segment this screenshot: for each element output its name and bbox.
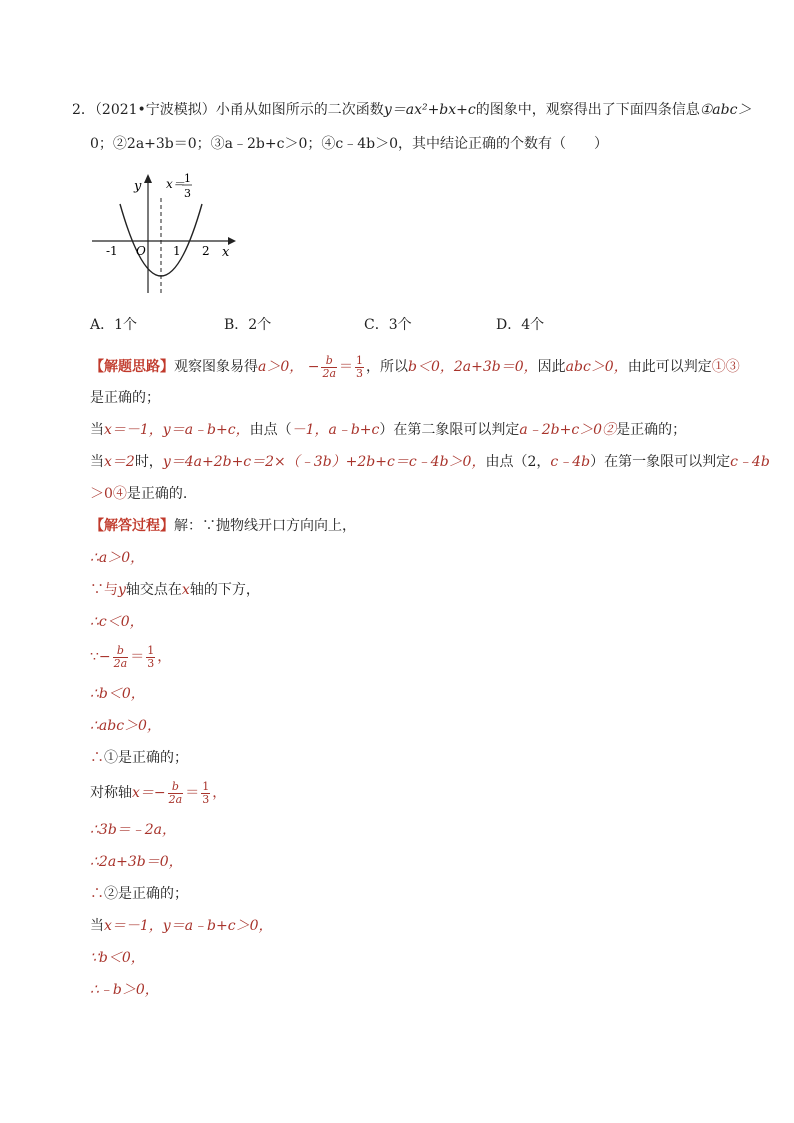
analysis-text: 是正确的；	[90, 390, 160, 406]
analysis-text: 时，	[134, 454, 163, 470]
solution-line-5	[90, 644, 171, 670]
analysis-text: 由点（	[249, 422, 292, 438]
y-axis-arrow	[144, 174, 152, 183]
question-stem-a: 小甬从如图所示的二次函数	[215, 102, 384, 118]
fraction	[113, 645, 129, 670]
fraction-den: 2a	[168, 792, 183, 806]
option-a[interactable]: A．1个	[90, 317, 138, 333]
solution-text: 当	[90, 918, 104, 934]
solution-text: 轴交点在	[125, 582, 182, 598]
analysis-math: x＝－1，y＝a﹣b+c，	[104, 422, 250, 438]
question-number: 2．	[72, 102, 95, 118]
symmetry-axis-num: 1	[184, 172, 191, 185]
solution-text: 对称轴	[90, 785, 132, 801]
solution-line-12	[90, 884, 188, 904]
solution-line-10	[90, 820, 176, 840]
fraction-num: b	[113, 645, 129, 658]
solution-line-1	[90, 516, 356, 536]
analysis-line-5	[90, 484, 187, 504]
solution-math: x	[181, 582, 190, 598]
question-stem-b: 的图象中，观察得出了下面四条信息	[475, 102, 700, 118]
analysis-text: 由此可以判定	[627, 359, 712, 375]
tick-1-label: 1	[173, 244, 181, 258]
fraction	[321, 355, 337, 380]
fraction	[355, 355, 364, 380]
solution-math: ∴2a+3b＝0，	[90, 854, 183, 870]
solution-text: ∵与	[90, 582, 118, 598]
solution-math: x＝−	[132, 785, 166, 801]
solution-math: ＝	[130, 649, 145, 665]
analysis-text: 是正确的.	[126, 486, 188, 502]
solution-line-4	[90, 612, 144, 632]
solution-line-14	[90, 948, 145, 968]
analysis-math: −	[307, 359, 320, 375]
solution-math: ，	[157, 649, 172, 665]
analysis-math: －1，a﹣b+c	[291, 422, 380, 438]
question-line-2	[90, 134, 608, 154]
question-source: （2021•宁波模拟）	[94, 102, 216, 118]
analysis-math: c﹣4b	[730, 454, 770, 470]
x-axis-label: x	[222, 245, 230, 260]
fraction	[201, 781, 210, 806]
tick-neg1-label: -1	[106, 244, 118, 258]
y-axis-label: y	[134, 179, 142, 194]
fraction-den: 2a	[322, 366, 337, 380]
analysis-math: x＝2	[104, 454, 135, 470]
analysis-math: ＝	[339, 359, 354, 375]
analysis-text: 由点（2，	[485, 454, 551, 470]
question-info1: ①abc＞	[699, 102, 752, 118]
solution-math: −	[98, 649, 111, 665]
solution-text: ②是正确的；	[104, 886, 188, 902]
solution-line-2	[90, 548, 144, 568]
option-d[interactable]: D．4个	[496, 317, 545, 333]
fraction-den: 3	[202, 792, 210, 806]
solution-math: ∴﹣b＞0，	[90, 982, 159, 998]
fraction-num: b	[168, 781, 184, 794]
analysis-text: ，所以	[366, 359, 409, 375]
option-c[interactable]: C．3个	[364, 317, 412, 333]
analysis-text: 当	[90, 422, 104, 438]
analysis-line-4	[90, 452, 770, 472]
analysis-text: 是正确的；	[616, 422, 687, 438]
question-conditions: 0；②2a+3b＝0；③a﹣2b+c＞0；④c﹣4b＞0，其中结论正确的个数有（ ）	[90, 136, 608, 152]
analysis-math: ＞0④	[90, 486, 127, 502]
analysis-math: c﹣4b	[550, 454, 591, 470]
solution-math: ∴	[90, 886, 104, 902]
x-axis-arrow	[228, 237, 236, 245]
solution-math: ，	[212, 785, 227, 801]
solution-math: ∴abc＞0，	[90, 718, 161, 734]
solution-line-11	[90, 852, 183, 872]
analysis-math: a＞0，	[258, 359, 304, 375]
analysis-line-3	[90, 420, 686, 440]
fraction-num: b	[321, 355, 337, 368]
solution-line-13	[90, 916, 273, 936]
solution-line-7	[90, 716, 161, 736]
analysis-math: abc＞0，	[565, 359, 628, 375]
analysis-tag: 【解题思路】	[90, 359, 174, 375]
solution-math: ∴a＞0，	[90, 550, 145, 566]
fraction	[146, 645, 155, 670]
fraction-den: 2a	[113, 656, 128, 670]
analysis-math: y＝4a+2b+c＝2×（﹣3b）+2b+c＝c﹣4b＞0，	[162, 454, 486, 470]
analysis-math: ①③	[711, 359, 740, 375]
analysis-math: a﹣2b+c＞0②	[519, 422, 617, 438]
origin-label: O	[136, 244, 146, 258]
tick-2-label: 2	[202, 244, 210, 258]
analysis-text: 当	[90, 454, 104, 470]
solution-line-3	[90, 580, 260, 600]
solution-math: ∴3b＝﹣2a，	[90, 822, 177, 838]
option-b[interactable]: B．2个	[224, 317, 272, 333]
solution-math: ∵b＜0，	[90, 950, 145, 966]
solution-text: 解：∵抛物线开口方向向上，	[174, 518, 356, 534]
question-line-1	[72, 100, 751, 120]
analysis-text: 因此	[537, 359, 566, 375]
analysis-text: ）在第二象限可以判定	[379, 422, 520, 438]
fraction-num: 1	[356, 353, 364, 367]
analysis-math: b＜0，2a+3b＝0，	[408, 359, 538, 375]
analysis-line-2	[90, 388, 160, 408]
solution-math: ∵	[90, 649, 99, 665]
solution-math: y	[118, 582, 126, 598]
solution-line-8	[90, 748, 188, 768]
fraction-den: 3	[356, 366, 364, 380]
solution-math: x＝－1，y＝a﹣b+c＞0，	[104, 918, 273, 934]
solution-tag: 【解答过程】	[90, 518, 174, 534]
solution-line-9	[90, 780, 226, 806]
solution-math: ∴b＜0，	[90, 686, 145, 702]
solution-text: ①是正确的；	[104, 750, 188, 766]
analysis-line-1	[90, 354, 740, 380]
solution-text: 轴的下方，	[189, 582, 260, 598]
symmetry-axis-den: 3	[184, 187, 191, 200]
fraction-num: 1	[202, 779, 210, 793]
solution-math: ＝	[185, 785, 200, 801]
solution-math: ∴c＜0，	[90, 614, 144, 630]
solution-line-15	[90, 980, 159, 1000]
solution-line-6	[90, 684, 145, 704]
solution-math: ∴	[90, 750, 104, 766]
question-function: y＝ax²+bx+c	[383, 102, 476, 118]
analysis-text: 观察图象易得	[174, 359, 258, 375]
fraction	[168, 781, 184, 806]
analysis-text: ）在第一象限可以判定	[590, 454, 731, 470]
parabola-figure	[88, 168, 238, 298]
fraction-num: 1	[147, 643, 155, 657]
symmetry-axis-eq: x＝	[166, 177, 185, 191]
fraction-den: 3	[147, 656, 155, 670]
